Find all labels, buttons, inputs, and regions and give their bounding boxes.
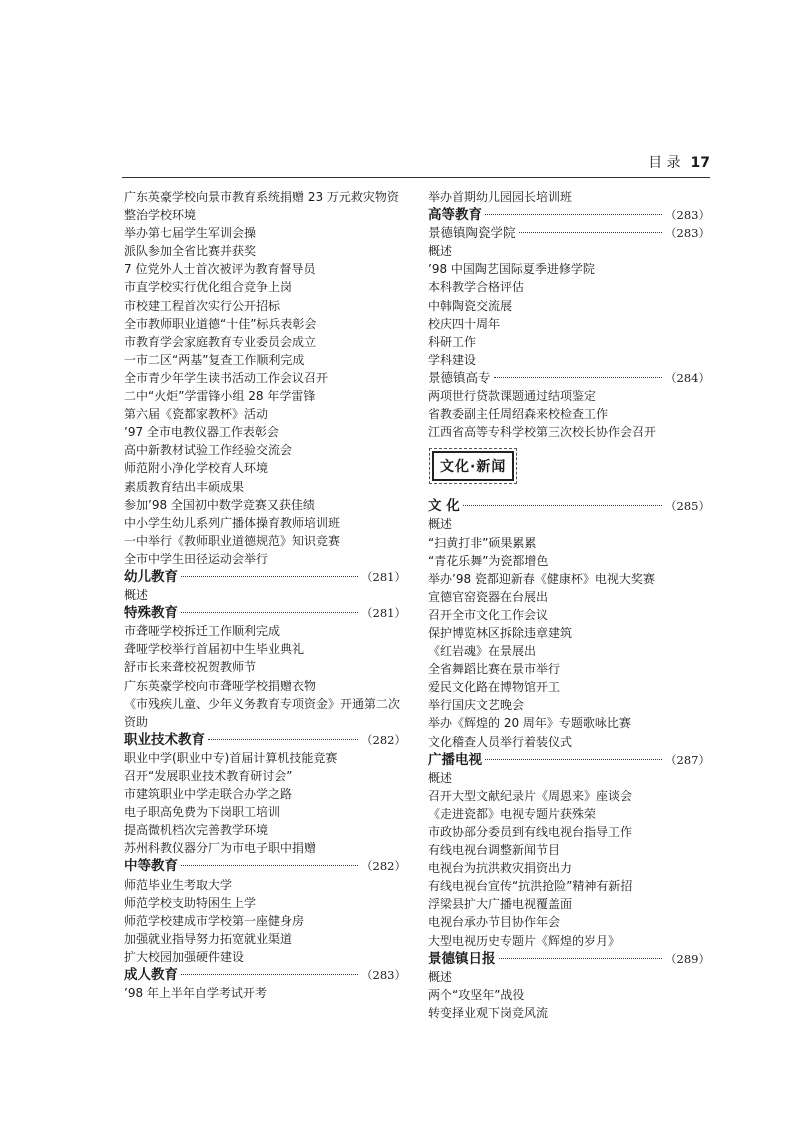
page-header xyxy=(126,154,710,172)
toc-entry: 概述 xyxy=(428,770,453,785)
toc-entry: 文化稽查人员举行着装仪式 xyxy=(428,734,573,749)
toc-entry: 《市残疾儿童、少年义务教育专项资金》开通第二次资助 xyxy=(124,696,401,729)
toc-entry: 有线电视台调整新闻节目 xyxy=(428,843,561,858)
leader-dots xyxy=(181,611,358,613)
toc-entry: 参加’98 全国初中数学竞赛又获佳绩 xyxy=(124,497,315,512)
toc-entry: 召开“发展职业技术教育研讨会” xyxy=(124,769,293,783)
toc-entry: 举办《辉煌的 20 周年》专题歌咏比赛 xyxy=(428,716,631,731)
toc-entry: “青花乐舞”为瓷都增色 xyxy=(428,553,549,568)
page-reference: （284） xyxy=(665,370,710,385)
toc-entry: 《红岩魂》在景展出 xyxy=(428,644,537,659)
page-reference: （281） xyxy=(361,606,406,621)
leader-dots xyxy=(519,231,663,233)
leader-dots xyxy=(208,738,358,740)
heading-title: 高等教育 xyxy=(428,207,482,224)
toc-entry: ’98 年上半年自学考试开考 xyxy=(124,986,267,1001)
page-reference: （285） xyxy=(665,499,710,514)
leader-dots xyxy=(485,213,662,215)
page-reference: （282） xyxy=(361,859,406,874)
toc-section-heading xyxy=(428,206,710,224)
toc-entry: 举行国庆文艺晚会 xyxy=(428,698,525,713)
section-banner: 文化·新闻 xyxy=(432,451,514,481)
toc-subsection-heading xyxy=(428,369,710,387)
toc-entry: 宣德官窑瓷器在台展出 xyxy=(428,589,549,604)
toc-entry: 转变择业观下岗竞风流 xyxy=(428,1005,549,1020)
toc-entry: 市校建工程首次实行公开招标 xyxy=(124,298,281,313)
toc-entry: 广东英豪学校向市聋哑学校捐赠衣物 xyxy=(124,678,317,693)
toc-entry: 一市二区“两基”复查工作顺利完成 xyxy=(124,352,305,367)
toc-entry: 提高微机档次完善教学环境 xyxy=(124,823,269,838)
toc-left-column xyxy=(124,188,406,1002)
heading-title: 文 化 xyxy=(428,498,460,515)
toc-entry: 本科教学合格评估 xyxy=(428,280,525,295)
toc-entry: 加强就业指导努力拓宽就业渠道 xyxy=(124,931,293,946)
heading-title: 成人教育 xyxy=(124,967,178,984)
heading-title: 广播电视 xyxy=(428,751,482,768)
toc-entry: 概述 xyxy=(428,969,453,984)
page-reference: （282） xyxy=(361,732,406,747)
toc-entry: 苏州科教仪器分厂为市电子职中捐赠 xyxy=(124,841,317,856)
leader-dots xyxy=(463,504,662,506)
toc-entry: 派队参加全省比赛并获奖 xyxy=(124,244,257,259)
toc-entry: 全市青少年学生读书活动工作会议召开 xyxy=(124,370,329,385)
page-reference: （289） xyxy=(665,951,710,966)
toc-entry: 扩大校园加强硬件建设 xyxy=(124,949,245,964)
toc-entry: 《走进瓷都》电视专题片获殊荣 xyxy=(428,806,597,821)
toc-entry: 中韩陶瓷交流展 xyxy=(428,298,513,313)
toc-entry: 师范学校支助特困生上学 xyxy=(124,895,257,910)
toc-entry: 广东英豪学校向景市教育系统捐赠 23 万元救灾物资整治学校环境 xyxy=(124,190,399,223)
toc-entry: 有线电视台宣传“抗洪抢险”精神有新招 xyxy=(428,879,633,894)
toc-entry: 市政协部分委员到有线电视台指导工作 xyxy=(428,825,633,839)
toc-entry: 舒市长来聋校祝贺教师节 xyxy=(124,660,257,675)
toc-entry: 市聋哑学校拆迁工作顺利完成 xyxy=(124,624,281,639)
page-reference: （283） xyxy=(665,226,710,241)
toc-entry: 全市教师职业道德“十佳”标兵表彰会 xyxy=(124,316,317,331)
toc-right-column xyxy=(428,188,710,1022)
toc-entry: 市直学校实行优化组合竞争上岗 xyxy=(124,280,293,295)
heading-title: 特殊教育 xyxy=(124,605,178,622)
toc-entry: 两项世行贷款课题通过结项鉴定 xyxy=(428,389,597,404)
heading-title: 景德镇高专 xyxy=(428,369,491,385)
toc-subsection-heading xyxy=(428,224,710,242)
toc-entry: 江西省高等专科学校第三次校长协作会召开 xyxy=(428,425,657,440)
toc-entry: 师范毕业生考取大学 xyxy=(124,877,233,892)
heading-title: 景德镇陶瓷学院 xyxy=(428,225,516,241)
toc-entry: 省教委副主任周绍森来校检查工作 xyxy=(428,407,609,422)
toc-entry: ’97 全市电教仪器工作表彰会 xyxy=(124,425,279,440)
page-reference: （283） xyxy=(361,968,406,983)
toc-entry: 爱民文化路在博物馆开工 xyxy=(428,680,561,695)
toc-entry: 概述 xyxy=(428,517,453,532)
toc-entry: 举办’98 瓷都迎新春《健康杯》电视大奖赛 xyxy=(428,571,655,586)
toc-section-heading xyxy=(124,731,406,749)
header-title: 目 录 xyxy=(648,155,681,171)
toc-entry: 概述 xyxy=(428,244,453,259)
toc-entry: 概述 xyxy=(124,588,149,603)
toc-section-heading xyxy=(428,497,710,515)
page-reference: （283） xyxy=(665,208,710,223)
toc-entry: 召开全市文化工作会议 xyxy=(428,607,549,622)
toc-entry: 举办第七届学生军训会操 xyxy=(124,226,257,241)
toc-entry: 市教育学会家庭教育专业委员会成立 xyxy=(124,334,317,349)
leader-dots xyxy=(181,973,358,975)
toc-entry: 校庆四十周年 xyxy=(428,316,501,331)
toc-entry: 举办首期幼儿园园长培训班 xyxy=(428,190,573,204)
header-rule xyxy=(122,177,710,178)
toc-entry: 聋哑学校举行首届初中生毕业典礼 xyxy=(124,642,305,657)
toc-entry: 学科建设 xyxy=(428,352,477,367)
toc-entry: 二中“火炬”学雷锋小组 28 年学雷锋 xyxy=(124,389,316,404)
toc-entry: 第六届《瓷都家教杯》活动 xyxy=(124,407,269,422)
toc-entry: 大型电视历史专题片《辉煌的岁月》 xyxy=(428,933,621,948)
toc-section-heading xyxy=(428,950,710,968)
toc-entry: 全市中学生田径运动会举行 xyxy=(124,551,269,566)
toc-section-heading xyxy=(124,966,406,984)
page-reference: （287） xyxy=(665,752,710,767)
toc-entry: 师范学校建成市学校第一座健身房 xyxy=(124,913,305,928)
leader-dots xyxy=(494,376,663,378)
toc-entry: 师范附小净化学校育人环境 xyxy=(124,461,269,476)
toc-entry: 全省舞蹈比赛在景市举行 xyxy=(428,662,561,677)
toc-entry: 召开大型文献纪录片《周恩来》座谈会 xyxy=(428,788,633,803)
page-number: 17 xyxy=(690,155,710,171)
heading-title: 景德镇日报 xyxy=(428,950,496,967)
toc-section-heading xyxy=(124,857,406,875)
page-reference: （281） xyxy=(361,569,406,584)
toc-entry: 电子职高免费为下岗职工培训 xyxy=(124,805,281,820)
toc-entry: 电视台为抗洪救灾捐资出力 xyxy=(428,861,573,876)
toc-entry: 两个“攻坚年”战役 xyxy=(428,987,525,1002)
toc-entry: 职业中学(职业中专)首届计算机技能竞赛 xyxy=(124,750,338,765)
heading-title: 幼儿教育 xyxy=(124,568,178,585)
leader-dots xyxy=(485,758,662,760)
leader-dots xyxy=(181,864,358,866)
toc-entry: 浮梁县扩大广播电视覆盖面 xyxy=(428,897,573,912)
toc-entry: 高中新教材试验工作经验交流会 xyxy=(124,443,293,458)
toc-section-heading xyxy=(124,568,406,586)
toc-entry: “扫黄打非”硕果累累 xyxy=(428,535,537,550)
heading-title: 中等教育 xyxy=(124,858,178,875)
toc-entry: 市建筑职业中学走联合办学之路 xyxy=(124,787,293,802)
toc-section-heading xyxy=(428,751,710,769)
leader-dots xyxy=(499,957,663,959)
toc-entry: 素质教育结出丰硕成果 xyxy=(124,479,245,494)
toc-entry: 科研工作 xyxy=(428,334,477,349)
toc-entry: 电视台承办节目协作年会 xyxy=(428,915,561,930)
toc-entry: 中小学生幼儿系列广播体操育教师培训班 xyxy=(124,515,341,530)
toc-entry: 保护博览林区拆除违章建筑 xyxy=(428,625,573,640)
toc-entry: ’98 中国陶艺国际夏季进修学院 xyxy=(428,262,595,277)
leader-dots xyxy=(181,575,358,577)
toc-entry: 7 位党外人士首次被评为教育督导员 xyxy=(124,262,316,277)
heading-title: 职业技术教育 xyxy=(124,731,205,748)
toc-section-heading xyxy=(124,604,406,622)
toc-entry: 一中举行《教师职业道德规范》知识竞赛 xyxy=(124,533,341,548)
